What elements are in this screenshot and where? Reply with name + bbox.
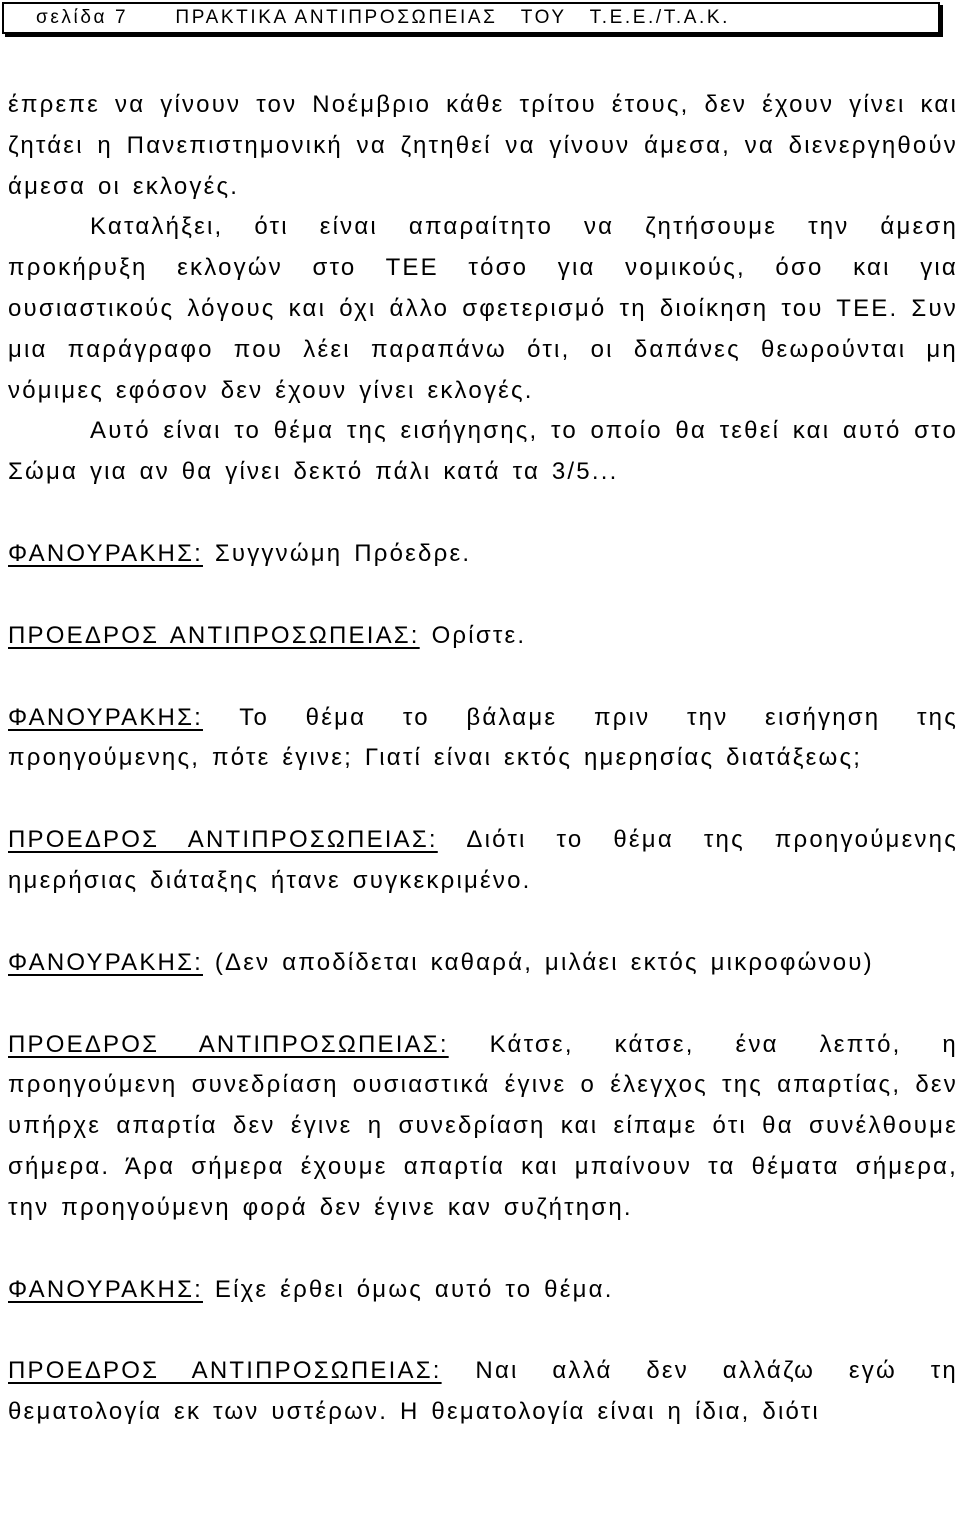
speaker-turn — [8, 616, 958, 657]
speaker-name: ΦΑΝΟΥΡΑΚΗΣ: — [8, 703, 203, 731]
speaker-turn — [8, 698, 958, 780]
speaker-name: ΦΑΝΟΥΡΑΚΗΣ: — [8, 1275, 203, 1303]
speech-text: (Δεν αποδίδεται καθαρά, μιλάει εκτός μικροφώνου) — [214, 948, 874, 976]
paragraph-text: Αυτό είναι το θέμα της εισήγησης, το οποίο θα τεθεί και αυτό στο Σώμα για αν θα γίνει δεκτό πάλι κατά τα 3/5... — [8, 417, 958, 486]
speaker-turn — [8, 1025, 958, 1229]
paragraph-text: έπρεπε να γίνουν τον Νοέμβριο κάθε τρίτου έτους, δεν έχουν γίνει και ζητάει η Πανεπιστημονική να ζητηθεί να γίνουν άμεσα, να διενεργηθούν άμεσα οι εκλογές. — [8, 91, 958, 200]
speaker-name: ΠΡΟΕΔΡΟΣ ΑΝΤΙΠΡΟΣΩΠΕΙΑΣ: — [8, 621, 420, 649]
speaker-turn — [8, 1351, 958, 1433]
speech-text: Ναι αλλά δεν αλλάζω εγώ τη θεματολογία εκ των υστέρων. Η θεματολογία είναι η ίδια, διότι — [8, 1357, 958, 1426]
speaker-name: ΠΡΟΕΔΡΟΣ ΑΝΤΙΠΡΟΣΩΠΕΙΑΣ: — [8, 1357, 442, 1385]
speech-text: Ορίστε. — [431, 621, 527, 649]
page-header — [2, 2, 940, 34]
speaker-turn — [8, 820, 958, 902]
speaker-name: ΠΡΟΕΔΡΟΣ ΑΝΤΙΠΡΟΣΩΠΕΙΑΣ: — [8, 826, 438, 854]
page-number-label: σελίδα 7 — [36, 7, 129, 28]
document-title: ΠΡΑΚΤΙΚΑ ΑΝΤΙΠΡΟΣΩΠΕΙΑΣ ΤΟΥ Τ.Ε.Ε./Τ.Α.Κ. — [175, 7, 731, 28]
speech-text: Συγγνώμη Πρόεδρε. — [214, 539, 472, 567]
transcript-paragraph — [8, 411, 958, 493]
speaker-turn — [8, 534, 958, 575]
speech-text: Κάτσε, κάτσε, ένα λεπτό, η προηγούμενη συνεδρίαση ουσιαστικά έγινε ο έλεγχος της απαρτίας, δεν υπήρχε απαρτία δεν έγινε η συνεδρίαση και είπαμε ότι θα συνέλθουμε σήμερα. Άρα σήμερα έχουμε απαρτία και μπαίνουν τα θέματα σήμερα, την προηγούμενη φορά δεν έγινε καν συζήτηση. — [8, 1030, 958, 1221]
speaker-name: ΠΡΟΕΔΡΟΣ ΑΝΤΙΠΡΟΣΩΠΕΙΑΣ: — [8, 1030, 449, 1058]
paragraph-text: Καταλήξει, ότι είναι απαραίτητο να ζητήσουμε την άμεση προκήρυξη εκλογών στο ΤΕΕ τόσο για νομικούς, όσο και για ουσιαστικούς λόγους και όχι άλλο σφετερισμό τη διοίκηση του ΤΕΕ. Συν μια παράγραφο που λέει παραπάνω ότι, οι δαπάνες θεωρούνται μη νόμιμες εφόσον δεν έχουν γίνει εκλογές. — [8, 213, 958, 404]
speech-text: Είχε έρθει όμως αυτό το θέμα. — [214, 1275, 614, 1303]
speaker-name: ΦΑΝΟΥΡΑΚΗΣ: — [8, 948, 203, 976]
speech-text: Το θέμα το βάλαμε πριν την εισήγηση της προηγούμενης, πότε έγινε; Γιατί είναι εκτός ημερησίας διατάξεως; — [8, 703, 958, 772]
speaker-turn — [8, 943, 958, 984]
speaker-name: ΦΑΝΟΥΡΑΚΗΣ: — [8, 539, 203, 567]
speaker-turn — [8, 1270, 958, 1311]
speech-text: Διότι το θέμα της προηγούμενης ημερήσιας διάταξης ήτανε συγκεκριμένο. — [8, 826, 959, 894]
transcript-paragraph — [8, 207, 958, 411]
transcript-body — [8, 85, 958, 1433]
transcript-paragraph — [8, 85, 958, 207]
